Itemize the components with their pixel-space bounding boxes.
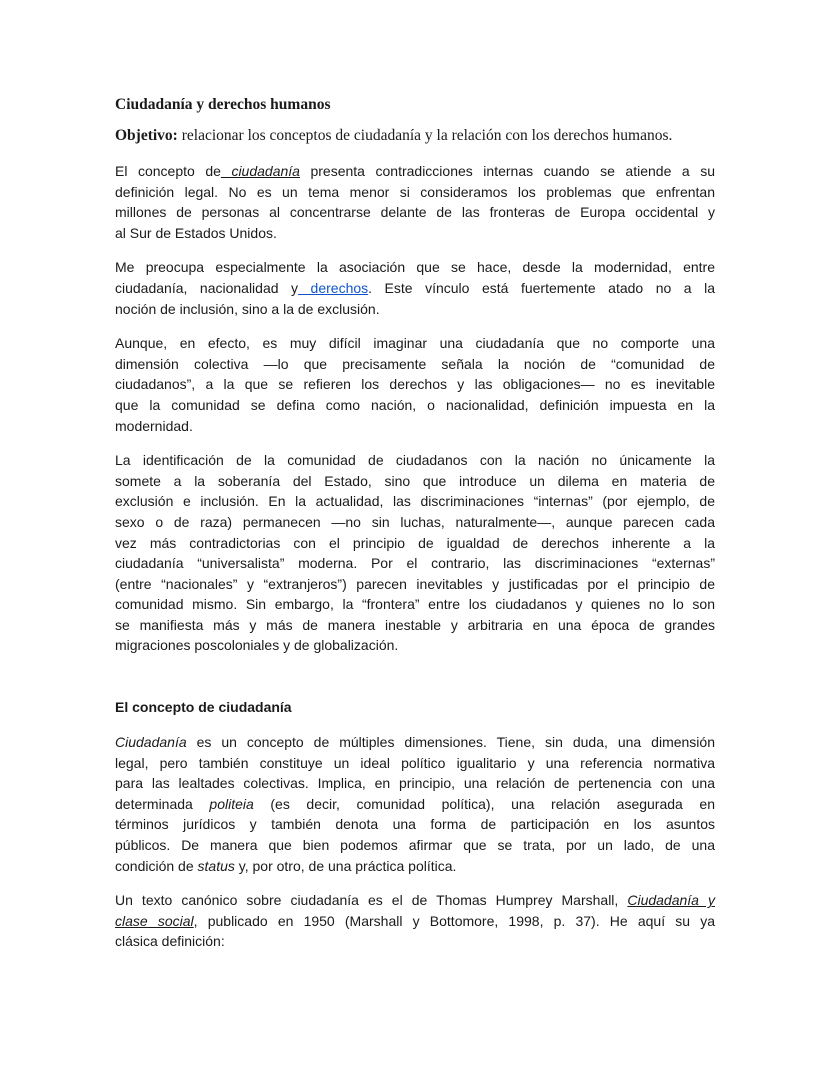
paragraph-line xyxy=(115,794,715,815)
ciudadania-link[interactable]: ciudadanía xyxy=(220,163,300,179)
text-run: (es decir, comunidad política), una relación asegurada en xyxy=(253,795,715,812)
document-page xyxy=(115,95,715,966)
paragraph-2 xyxy=(115,257,715,319)
paragraph-line xyxy=(115,732,715,753)
objective-text: relacionar los conceptos de ciudadanía y la relación con los derechos humanos. xyxy=(177,127,673,144)
objective-label: Objetivo: xyxy=(115,127,178,144)
italic-term: Ciudadanía xyxy=(115,734,187,751)
text-run: y, por otro, de una práctica política. xyxy=(234,857,457,874)
derechos-link[interactable]: derechos xyxy=(298,279,369,296)
paragraph-line: públicos. De manera que bien podemos afirmar que se trata, por un lado, de una xyxy=(115,837,715,854)
paragraph-line: comunidad mismo. Sin embargo, la “frontera” entre los ciudadanos y quienes no lo son xyxy=(115,596,715,613)
paragraph-line: Me preocupa especialmente la asociación que se hace, desde la modernidad, entre xyxy=(115,259,715,276)
italic-term: politeia xyxy=(209,795,254,812)
text-run: . Este vínculo está fuertemente atado no a la xyxy=(368,279,715,296)
paragraph-line: Aunque, en efecto, es muy difícil imaginar una ciudadanía que no comporte una xyxy=(115,335,715,352)
paragraph-line: vez más contradictorias con el principio de igualdad de derechos inherente a la xyxy=(115,534,715,551)
paragraph-line: clásica definición: xyxy=(115,933,225,950)
paragraph-line: definición legal. No es un tema menor si consideramos los problemas que enfrentan xyxy=(115,183,715,200)
paragraph-line: La identificación de la comunidad de ciudadanos con la nación no únicamente la xyxy=(115,452,715,469)
text-run: ciudadanía, nacionalidad y xyxy=(115,279,299,296)
paragraph-line: que la comunidad se defina como nación, o nacionalidad, definición impuesta en la xyxy=(115,396,715,413)
paragraph-line: modernidad. xyxy=(115,417,193,434)
paragraph-line: términos jurídicos y también denota una forma de participación en los asuntos xyxy=(115,816,715,833)
book-title-link[interactable]: clase social xyxy=(115,912,194,929)
text-run: Un texto canónico sobre ciudadanía es el de Thomas Humprey Marshall, xyxy=(115,892,628,909)
text-run: determinada xyxy=(115,795,210,812)
paragraph-line: para las lealtades colectivas. Implica, en principio, una relación de pertenencia con una xyxy=(115,775,715,792)
paragraph-line: migraciones poscoloniales y de globalización. xyxy=(115,637,399,654)
paragraph-1 xyxy=(115,161,715,243)
paragraph-line: somete a la soberanía del Estado, sino que introduce un dilema en materia de xyxy=(115,472,715,489)
paragraph-line: (entre “nacionales” y “extranjeros”) parecen inevitables y justificadas por el principio de xyxy=(115,575,715,592)
document-title: Ciudadanía y derechos humanos xyxy=(115,96,331,113)
paragraph-line xyxy=(115,911,715,932)
paragraph-line: se manifiesta más y más de manera inestable y arbitraria en una época de grandes xyxy=(115,616,715,633)
italic-term: status xyxy=(197,857,235,874)
paragraph-line xyxy=(115,278,715,299)
paragraph-5 xyxy=(115,732,715,876)
text-run: , publicado en 1950 (Marshall y Bottomore, 1998, p. 37). He aquí su ya xyxy=(193,912,715,929)
text-run: presenta contradicciones internas cuando se atiende a su xyxy=(299,163,715,179)
paragraph-line xyxy=(115,856,715,877)
paragraph-6 xyxy=(115,890,715,952)
text-run: El concepto de xyxy=(115,163,221,179)
paragraph-line: exclusión e inclusión. En la actualidad, las discriminaciones “internas” (por ejemplo, de xyxy=(115,493,715,510)
paragraph-line: millones de personas al concentrarse delante de las fronteras de Europa occidental y xyxy=(115,204,715,221)
paragraph-line: sexo o de raza) permanecen —no sin luchas, naturalmente—, aunque parecen cada xyxy=(115,513,715,530)
paragraph-3 xyxy=(115,333,715,436)
paragraph-line: legal, pero también constituye un ideal político igualitario y una referencia normativa xyxy=(115,754,715,771)
paragraph-line: ciudadanos”, a la que se refieren los derechos y las obligaciones— no es inevitable xyxy=(115,376,715,393)
paragraph-line: al Sur de Estados Unidos. xyxy=(115,224,277,241)
paragraph-line: ciudadanía “universalista” moderna. Por el contrario, las discriminaciones “externas” xyxy=(115,555,715,572)
paragraph-line: dimensión colectiva —lo que precisamente señala la noción de “comunidad de xyxy=(115,355,715,372)
paragraph-line: noción de inclusión, sino a la de exclusión. xyxy=(115,300,380,317)
text-run: condición de xyxy=(115,857,198,874)
paragraph-4 xyxy=(115,450,715,656)
section-heading: El concepto de ciudadanía xyxy=(115,699,292,716)
paragraph-line xyxy=(115,890,715,911)
text-run: es un concepto de múltiples dimensiones. Tiene, sin duda, una dimensión xyxy=(186,734,715,751)
objective-line xyxy=(115,126,715,146)
paragraph-line xyxy=(115,161,715,182)
book-title-link[interactable]: Ciudadanía y xyxy=(627,892,715,909)
